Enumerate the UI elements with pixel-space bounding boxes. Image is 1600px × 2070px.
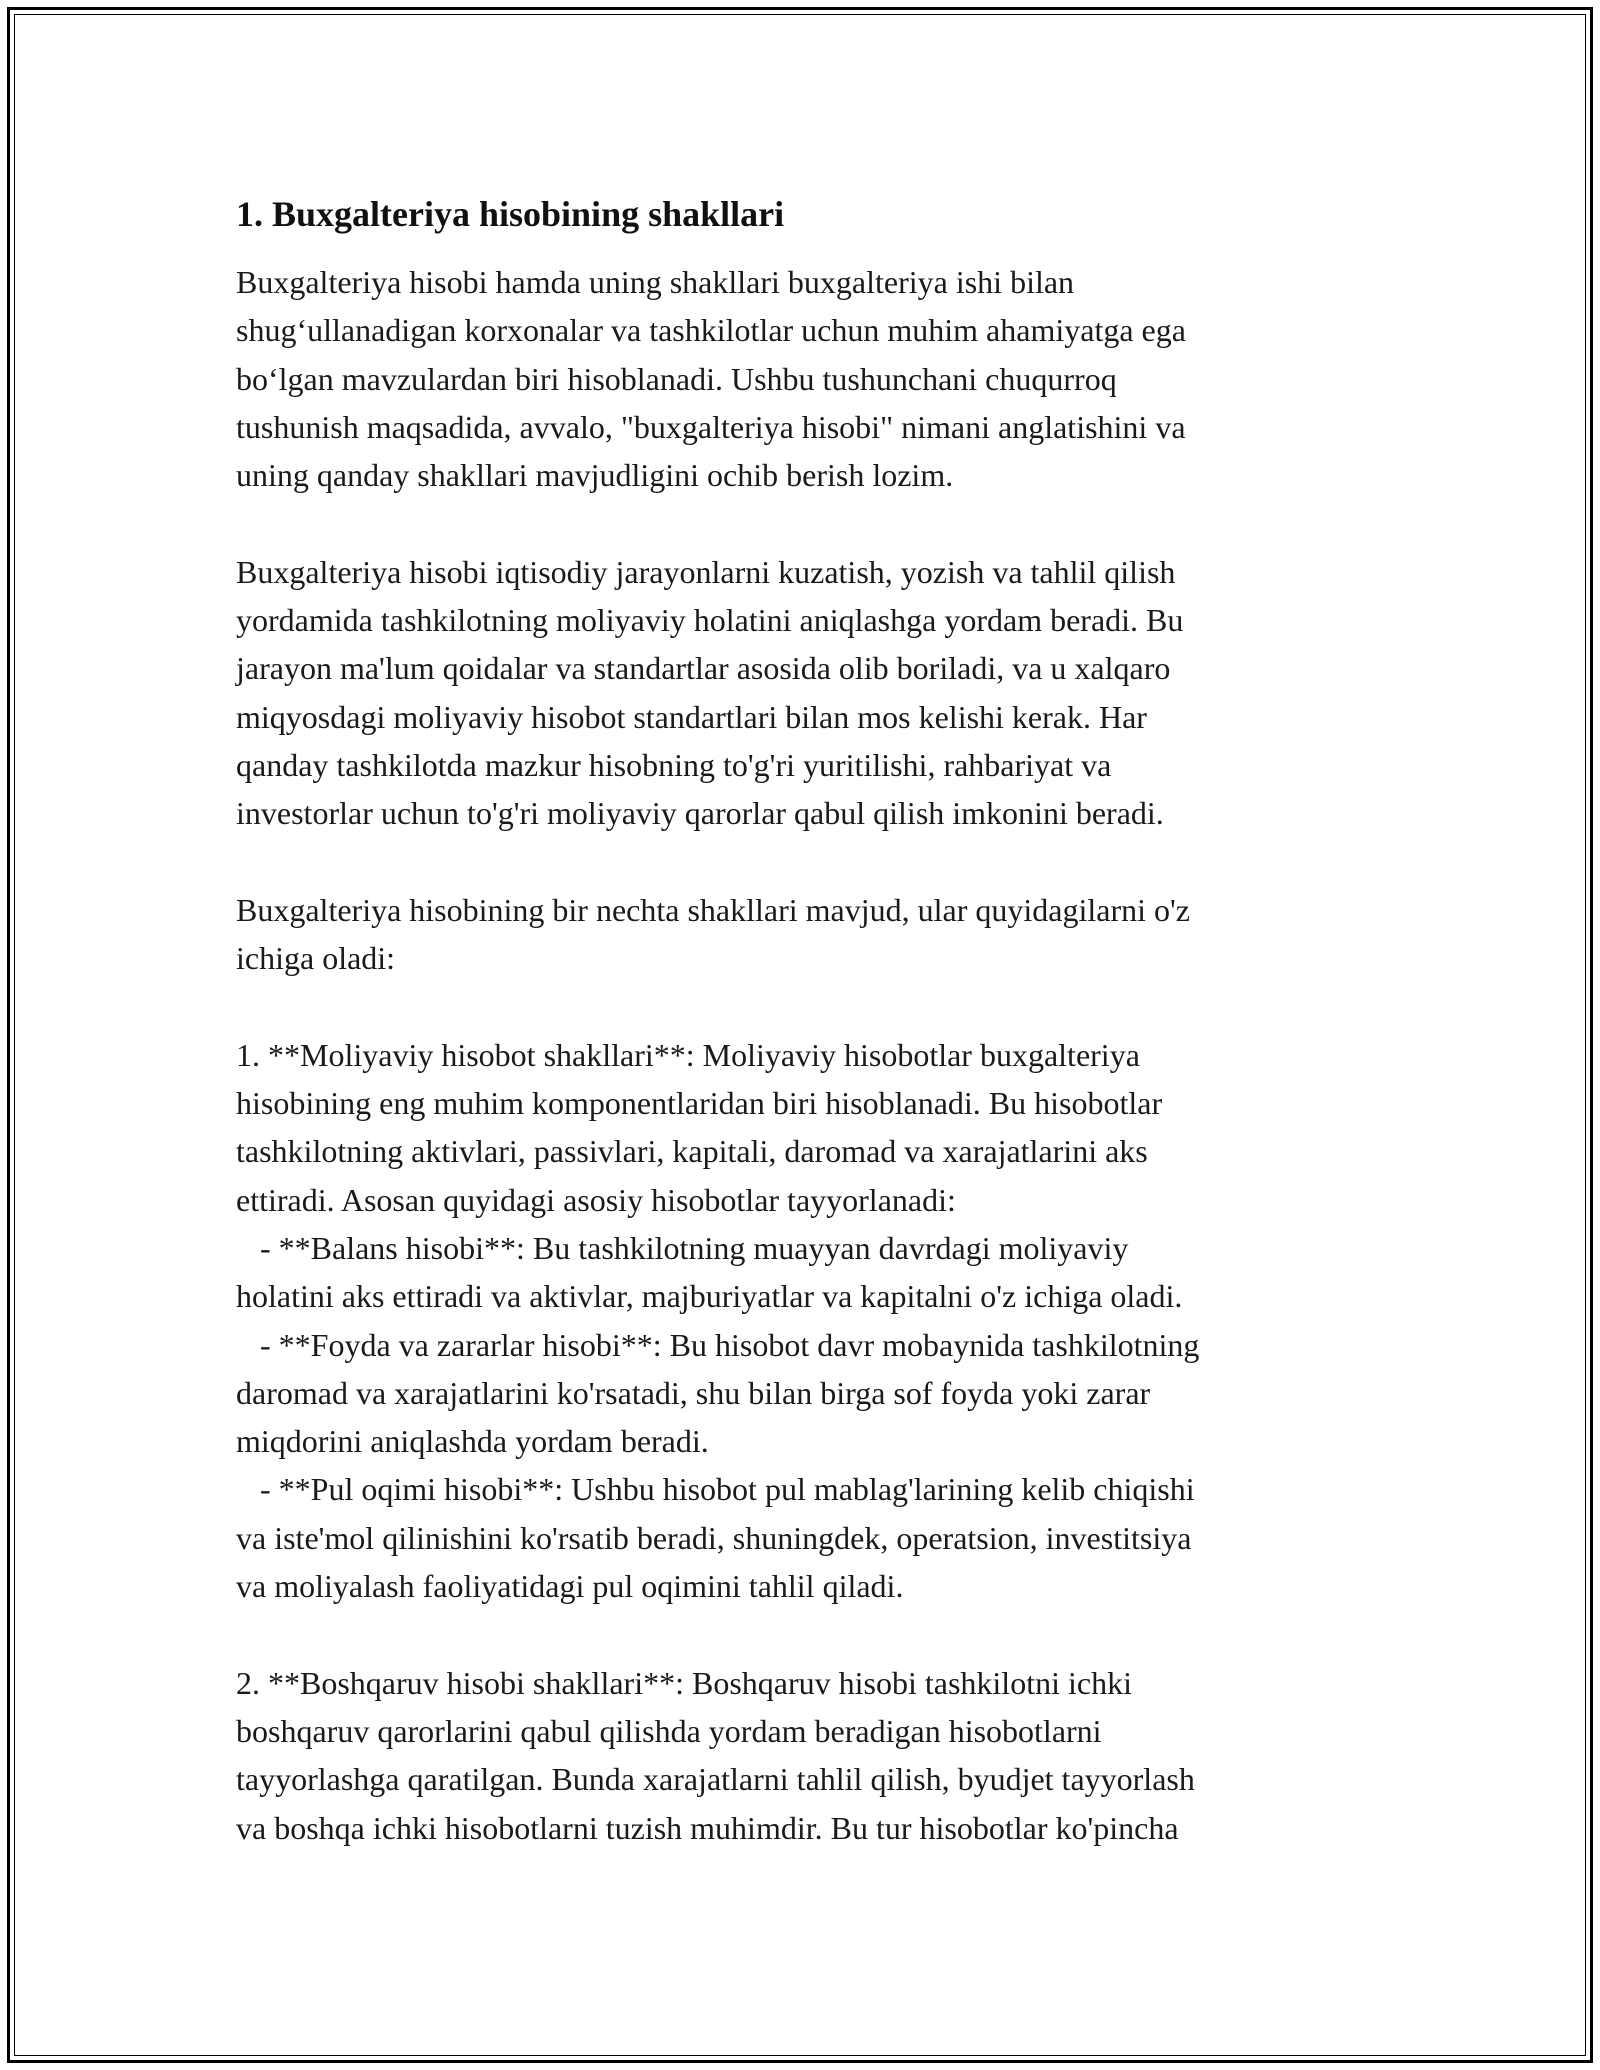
document-body	[236, 258, 1366, 1852]
text-line: va moliyalash faoliyatidagi pul oqimini tahlil qiladi.	[236, 1568, 904, 1605]
text-line: 1. **Moliyaviy hisobot shakllari**: Moliyaviy hisobotlar buxgalteriya	[236, 1036, 1140, 1073]
paragraph-gap	[236, 838, 1366, 886]
paragraph-gap	[236, 982, 1366, 1030]
text-line: jarayon ma'lum qoidalar va standartlar asosida olib boriladi, va u xalqaro	[236, 650, 1171, 687]
paragraph-gap	[236, 1610, 1366, 1658]
document-heading: 1. Buxgalteriya hisobining shakllari	[236, 194, 785, 234]
text-line: tushunish maqsadida, avvalo, "buxgalteriya hisobi" nimani anglatishini va	[236, 408, 1186, 445]
text-line: ichiga oladi:	[236, 940, 396, 977]
text-line: shug‘ullanadigan korxonalar va tashkilotlar uchun muhim ahamiyatga ega	[236, 312, 1186, 349]
text-line: investorlar uchun to'g'ri moliyaviy qarorlar qabul qilish imkonini beradi.	[236, 795, 1164, 832]
paragraph	[236, 1659, 1366, 1852]
paragraph	[236, 1031, 1366, 1611]
paragraph	[236, 548, 1366, 838]
paragraph	[236, 258, 1366, 499]
text-line: va boshqa ichki hisobotlarni tuzish muhimdir. Bu tur hisobotlar ko'pincha	[236, 1809, 1179, 1846]
text-line: uning qanday shakllari mavjudligini ochib berish lozim.	[236, 457, 954, 494]
text-line: Buxgalteriya hisobi iqtisodiy jarayonlarni kuzatish, yozish va tahlil qilish	[236, 553, 1176, 590]
text-line: yordamida tashkilotning moliyaviy holatini aniqlashga yordam beradi. Bu	[236, 602, 1184, 639]
paragraph	[236, 886, 1366, 983]
text-line: Buxgalteriya hisobi hamda uning shakllari buxgalteriya ishi bilan	[236, 264, 1075, 300]
text-line: 2. **Boshqaruv hisobi shakllari**: Boshqaruv hisobi tashkilotni ichki	[236, 1664, 1132, 1701]
text-line: - **Pul oqimi hisobi**: Ushbu hisobot pul mablag'larining kelib chiqishi	[236, 1471, 1195, 1508]
text-line: bo‘lgan mavzulardan biri hisoblanadi. Ushbu tushunchani chuqurroq	[236, 360, 1117, 397]
text-line: - **Balans hisobi**: Bu tashkilotning muayyan davrdagi moliyaviy	[236, 1229, 1129, 1266]
text-line: va iste'mol qilinishini ko'rsatib beradi, shuningdek, operatsion, investitsiya	[236, 1519, 1192, 1556]
text-line: tayyorlashga qaratilgan. Bunda xarajatlarni tahlil qilish, byudjet tayyorlash	[236, 1761, 1195, 1798]
text-line: hisobining eng muhim komponentlaridan biri hisoblanadi. Bu hisobotlar	[236, 1085, 1163, 1122]
text-line: miqdorini aniqlashda yordam beradi.	[236, 1423, 709, 1460]
paragraph-gap	[236, 499, 1366, 547]
text-line: - **Foyda va zararlar hisobi**: Bu hisobot davr mobaynida tashkilotning	[236, 1326, 1200, 1363]
text-line: Buxgalteriya hisobining bir nechta shakllari mavjud, ular quyidagilarni o'z	[236, 891, 1190, 928]
text-line: holatini aks ettiradi va aktivlar, majburiyatlar va kapitalni o'z ichiga oladi.	[236, 1278, 1183, 1315]
text-line: boshqaruv qarorlarini qabul qilishda yordam beradigan hisobotlarni	[236, 1712, 1102, 1749]
text-line: tashkilotning aktivlari, passivlari, kapitali, daromad va xarajatlarini aks	[236, 1133, 1148, 1170]
text-line: miqyosdagi moliyaviy hisobot standartlari bilan mos kelishi kerak. Har	[236, 698, 1147, 735]
text-line: daromad va xarajatlarini ko'rsatadi, shu bilan birga sof foyda yoki zarar	[236, 1374, 1151, 1411]
document-content	[236, 190, 1366, 1852]
text-line: ettiradi. Asosan quyidagi asosiy hisobotlar tayyorlanadi:	[236, 1181, 956, 1218]
text-line: qanday tashkilotda mazkur hisobning to'g'ri yuritilishi, rahbariyat va	[236, 746, 1112, 783]
